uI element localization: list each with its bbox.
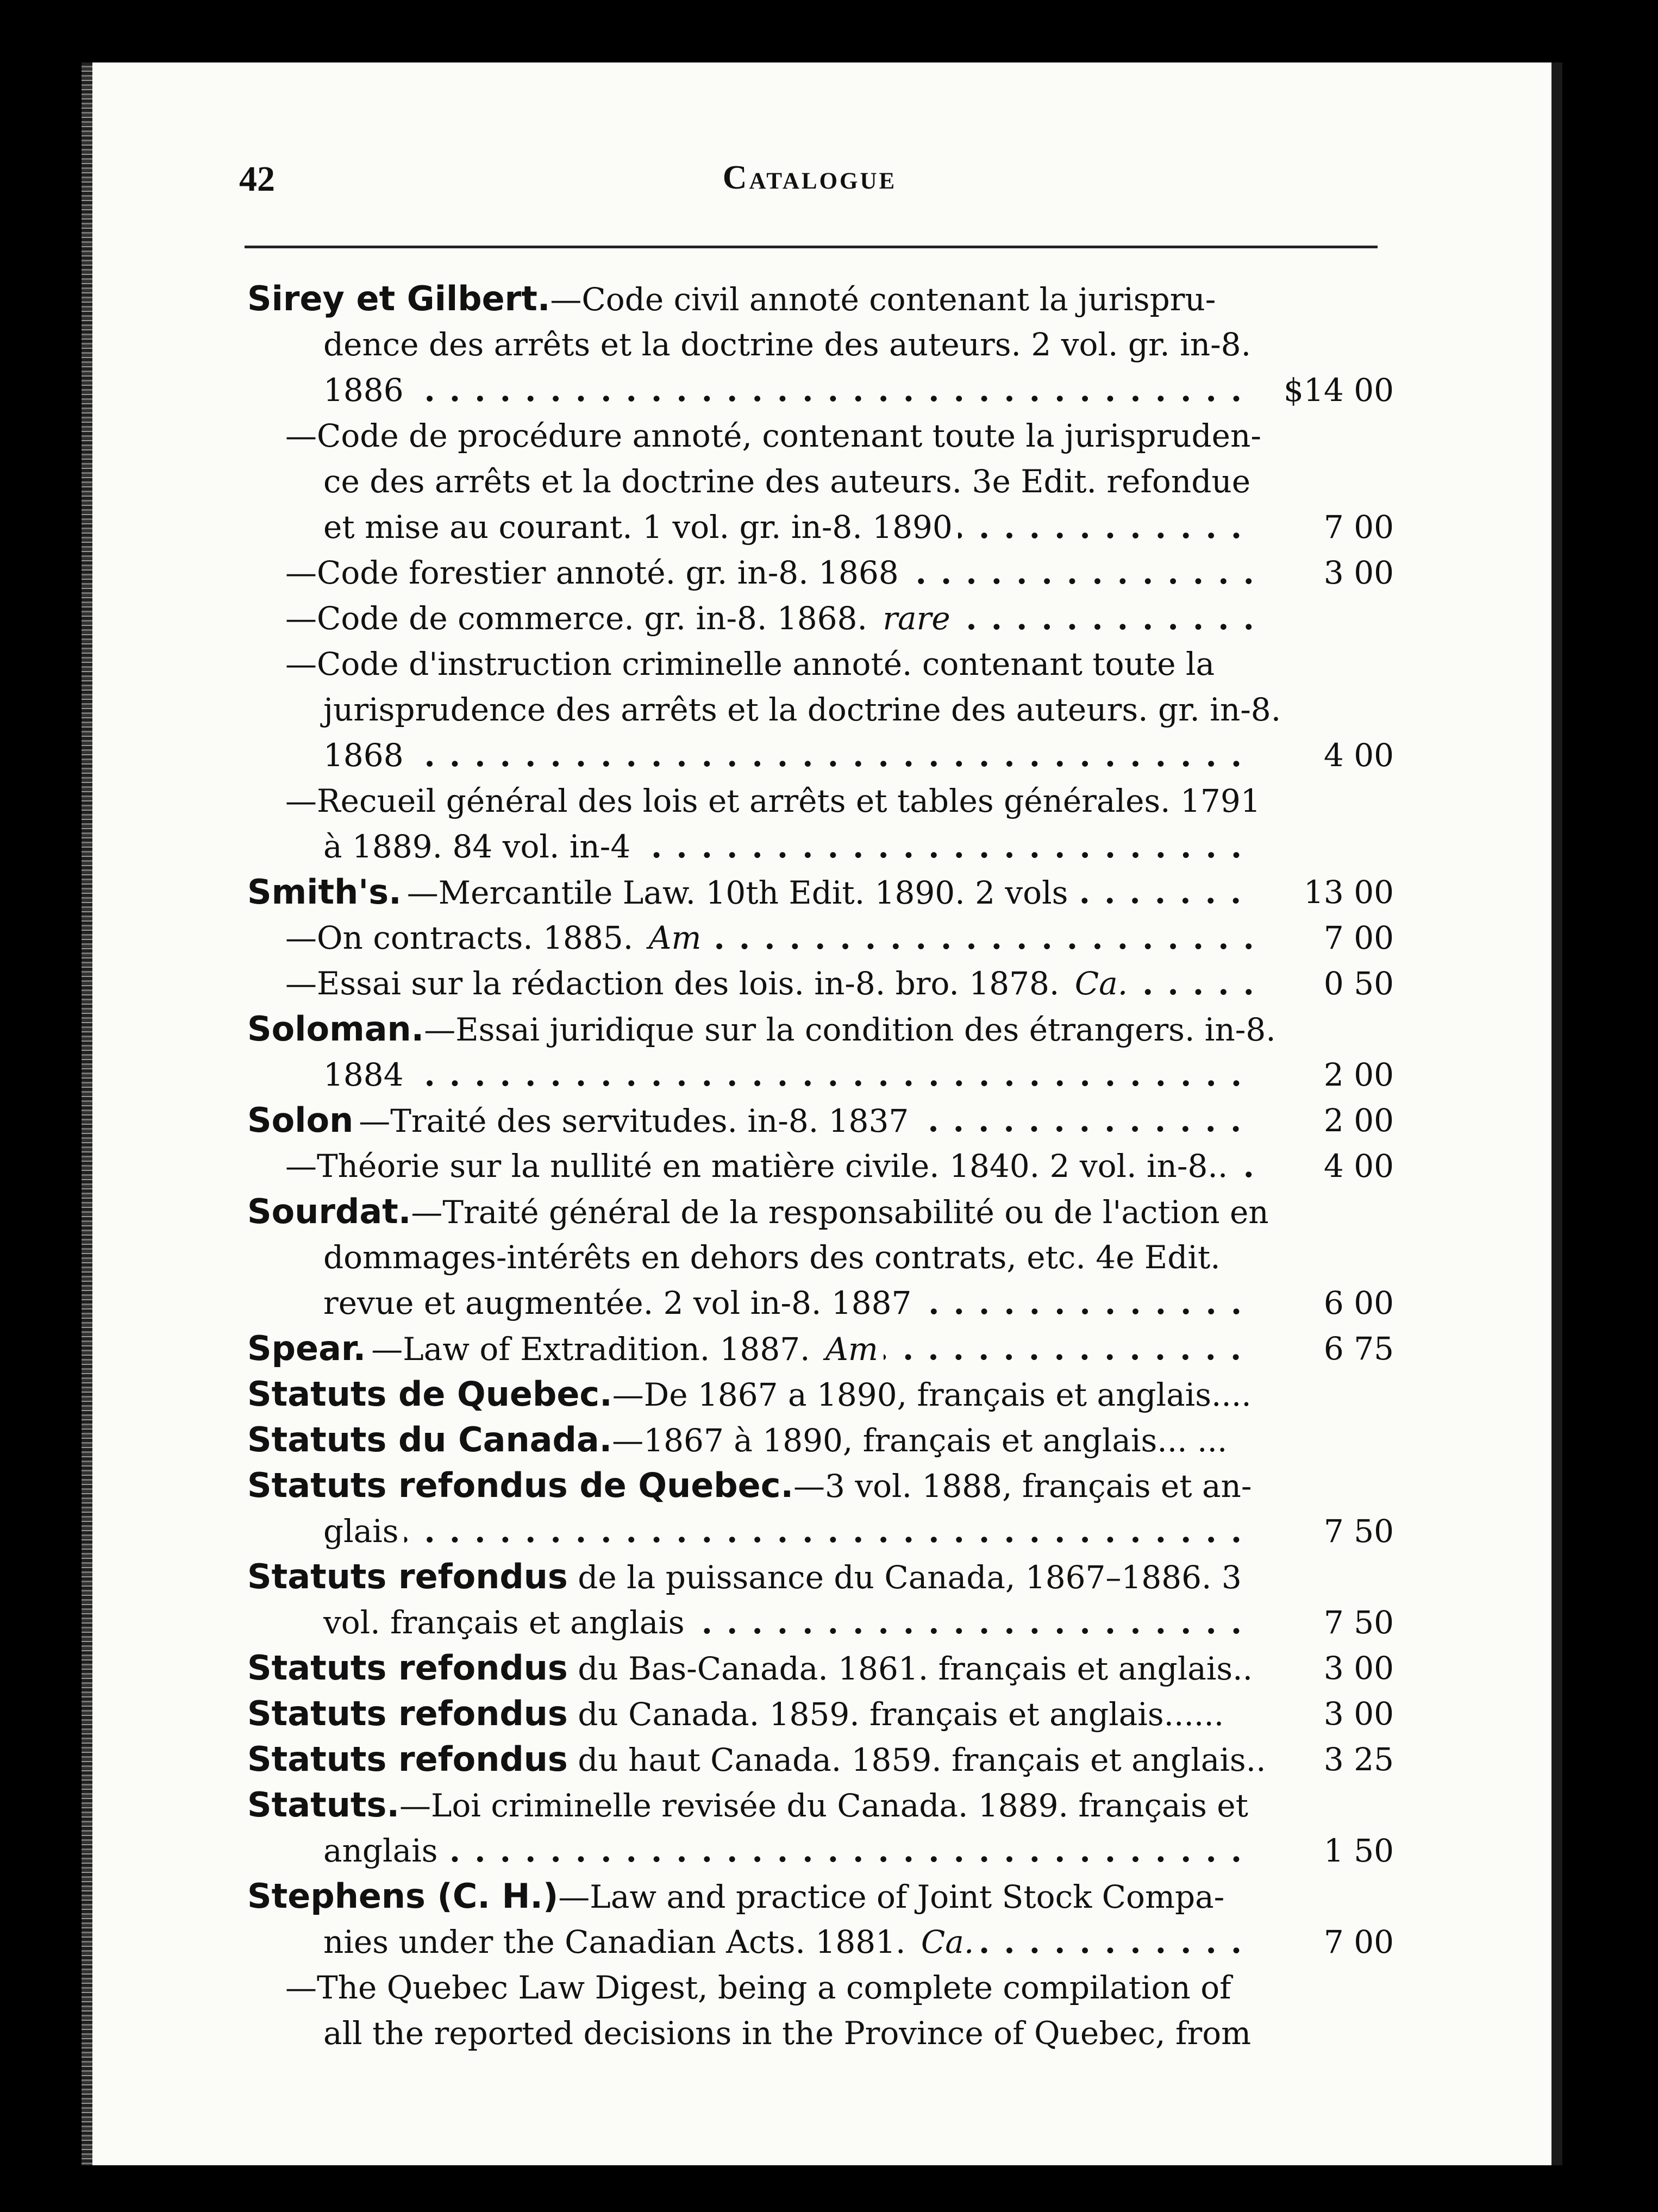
entry-text: dence des arrêts et la doctrine des auteurs. 2 vol. gr. in-8.	[323, 326, 1252, 363]
author-name: Stephens (C. H.)	[247, 1876, 559, 1916]
price: 7 00	[1323, 919, 1394, 956]
entry-text: —Théorie sur la nullité en matière civile. 1840. 2 vol. in-8..	[285, 1148, 1233, 1185]
entry-text: dommages-intérêts en dehors des contrats, etc. 4e Edit.	[323, 1239, 1221, 1276]
entry-text: ce des arrêts et la doctrine des auteurs. 3e Edit. refondue	[323, 463, 1251, 500]
entry-line-priced	[247, 869, 1394, 915]
entry-text: —Essai juridique sur la condition des étrangers. in-8.	[424, 1011, 1276, 1048]
entry-text: du haut Canada. 1859. français et anglais..	[567, 1741, 1266, 1778]
entry-text: —Code de commerce. gr. in-8. 1868.	[285, 600, 873, 637]
header-rule	[245, 246, 1378, 248]
entry-note: Am	[648, 919, 702, 956]
entry-text: all the reported decisions in the Province of Quebec, from	[323, 2015, 1252, 2052]
entry-text: —Traité général de la responsabilité ou de l'action en	[411, 1194, 1269, 1231]
entry-text: —3 vol. 1888, français et an-	[793, 1468, 1252, 1505]
entry-text: et mise au courant. 1 vol. gr. in-8. 1890	[323, 509, 958, 546]
entry-line-priced	[247, 1508, 1394, 1554]
author-name: Soloman.	[247, 1009, 424, 1049]
entry-text: —De 1867 a 1890, français et anglais....	[612, 1376, 1252, 1413]
entry-line	[247, 1873, 1394, 1919]
entry-line	[247, 2010, 1394, 2056]
entry-text: —Law and practice of Joint Stock Compa-	[558, 1878, 1225, 1915]
entry-line	[247, 1235, 1394, 1280]
entry-line	[247, 1782, 1394, 1828]
entry-line	[247, 1965, 1394, 2010]
entry-line-priced	[247, 915, 1394, 961]
entry-line-priced	[247, 1098, 1394, 1143]
entry-line-priced	[247, 732, 1394, 778]
author-name: Statuts refondus de Quebec.	[247, 1465, 794, 1505]
author-name: Statuts du Canada.	[247, 1420, 612, 1459]
entry-text: jurisprudence des arrêts et la doctrine des auteurs. gr. in-8.	[323, 691, 1281, 728]
price: 6 75	[1323, 1330, 1394, 1367]
entry-line-priced	[247, 504, 1394, 550]
entry-text: revue et augmentée. 2 vol in-8. 1887	[323, 1284, 917, 1321]
entry-line-priced	[247, 1828, 1394, 1873]
author-name: Sourdat.	[247, 1192, 411, 1231]
entry-line-priced	[247, 1052, 1394, 1098]
entry-text: 1886	[323, 372, 409, 409]
price: $14 00	[1284, 372, 1394, 409]
entry-line-priced	[247, 824, 1394, 869]
entry-note: Ca.	[921, 1923, 974, 1960]
entry-text: —Code de procédure annoté, contenant toute la jurispruden-	[285, 417, 1261, 454]
entry-text: —Mercantile Law. 10th Edit. 1890. 2 vols	[407, 874, 1074, 911]
entry-text: —Code forestier annoté. gr. in-8. 1868	[285, 554, 904, 591]
author-name: Statuts refondus	[247, 1694, 568, 1733]
entry-line	[247, 687, 1394, 732]
entry-line	[247, 1417, 1394, 1463]
entry-text: —On contracts. 1885.	[285, 919, 639, 956]
author-name: Sirey et Gilbert.	[247, 279, 550, 318]
entry-line	[247, 1189, 1394, 1235]
entry-line-priced	[247, 1919, 1394, 1965]
entry-line-priced	[247, 1143, 1394, 1189]
author-name: Statuts refondus	[247, 1648, 568, 1688]
entry-line	[247, 1463, 1394, 1508]
entry-line-priced	[247, 596, 1394, 641]
price: 2 00	[1323, 1056, 1394, 1093]
entry-text: —The Quebec Law Digest, being a complete compilation of	[285, 1969, 1231, 2006]
entry-line-priced	[247, 961, 1394, 1006]
price: 7 50	[1323, 1604, 1394, 1641]
entry-line	[247, 1371, 1394, 1417]
entry-line-priced	[247, 1737, 1394, 1782]
catalogue-entries	[247, 276, 1394, 2056]
entry-text: —Loi criminelle revisée du Canada. 1889. français et	[399, 1787, 1248, 1824]
author-name: Statuts de Quebec.	[247, 1374, 612, 1414]
author-name: Statuts refondus	[247, 1557, 568, 1596]
price: 6 00	[1323, 1284, 1394, 1321]
entry-line-priced	[247, 1691, 1394, 1737]
price: 7 00	[1323, 509, 1394, 546]
entry-line	[247, 1554, 1394, 1600]
entry-text: vol. français et anglais	[323, 1604, 690, 1641]
entry-text: de la puissance du Canada, 1867–1886. 3	[567, 1559, 1242, 1596]
entry-note: Am	[825, 1331, 878, 1368]
page-number: 42	[239, 159, 275, 199]
entry-line	[247, 641, 1394, 687]
author-name: Solon	[247, 1100, 359, 1140]
author-name: Statuts refondus	[247, 1739, 568, 1779]
entry-text: anglais	[323, 1832, 443, 1869]
page-header	[239, 159, 1380, 208]
price: 2 00	[1323, 1102, 1394, 1139]
entry-note: rare	[883, 600, 950, 637]
author-name: Spear.	[247, 1329, 371, 1368]
author-name: Statuts.	[247, 1785, 399, 1825]
entry-line-priced	[247, 1280, 1394, 1326]
entry-text: nies under the Canadian Acts. 1881.	[323, 1923, 911, 1960]
entry-text: —1867 à 1890, français et anglais... ...	[612, 1422, 1228, 1459]
price: 3 00	[1323, 1650, 1394, 1687]
entry-text: —Traité des servitudes. in-8. 1837	[359, 1102, 914, 1139]
price: 3 00	[1323, 554, 1394, 591]
price: 7 00	[1323, 1923, 1394, 1960]
entry-line	[247, 778, 1394, 824]
entry-note: Ca.	[1074, 965, 1128, 1002]
entry-text: —Law of Extradition. 1887.	[371, 1331, 815, 1368]
entry-line-priced	[247, 367, 1394, 413]
entry-text: —Essai sur la rédaction des lois. in-8. bro. 1878.	[285, 965, 1065, 1002]
entry-text: du Bas-Canada. 1861. français et anglais..	[567, 1650, 1253, 1687]
running-title: Catalogue	[722, 159, 897, 196]
price: 0 50	[1323, 965, 1394, 1002]
price: 7 50	[1323, 1513, 1394, 1550]
entry-text: 1868	[323, 737, 409, 774]
entry-text: —Code civil annoté contenant la jurispru-	[550, 281, 1216, 318]
entry-text: 1884	[323, 1056, 409, 1093]
price: 3 25	[1323, 1741, 1394, 1778]
entry-line-priced	[247, 1600, 1394, 1645]
entry-line-priced	[247, 550, 1394, 596]
entry-line-priced	[247, 1326, 1394, 1371]
entry-text: —Code d'instruction criminelle annoté. contenant toute la	[285, 646, 1215, 682]
price: 3 00	[1323, 1695, 1394, 1732]
price: 4 00	[1323, 737, 1394, 774]
entry-text: glais	[323, 1513, 404, 1550]
entry-line-priced	[247, 1645, 1394, 1691]
page-right-edge	[1551, 62, 1562, 2165]
entry-text: du Canada. 1859. français et anglais......	[567, 1696, 1224, 1733]
price: 4 00	[1323, 1148, 1394, 1185]
price: 1 50	[1323, 1832, 1394, 1869]
entry-line	[247, 1006, 1394, 1052]
entry-line	[247, 322, 1394, 367]
author-name: Smith's.	[247, 872, 407, 912]
entry-line	[247, 276, 1394, 322]
entry-line	[247, 459, 1394, 504]
entry-line	[247, 413, 1394, 459]
entry-text: à 1889. 84 vol. in-4	[323, 828, 636, 865]
entry-text: —Recueil général des lois et arrêts et tables générales. 1791	[285, 782, 1261, 819]
price: 13 00	[1303, 874, 1394, 911]
